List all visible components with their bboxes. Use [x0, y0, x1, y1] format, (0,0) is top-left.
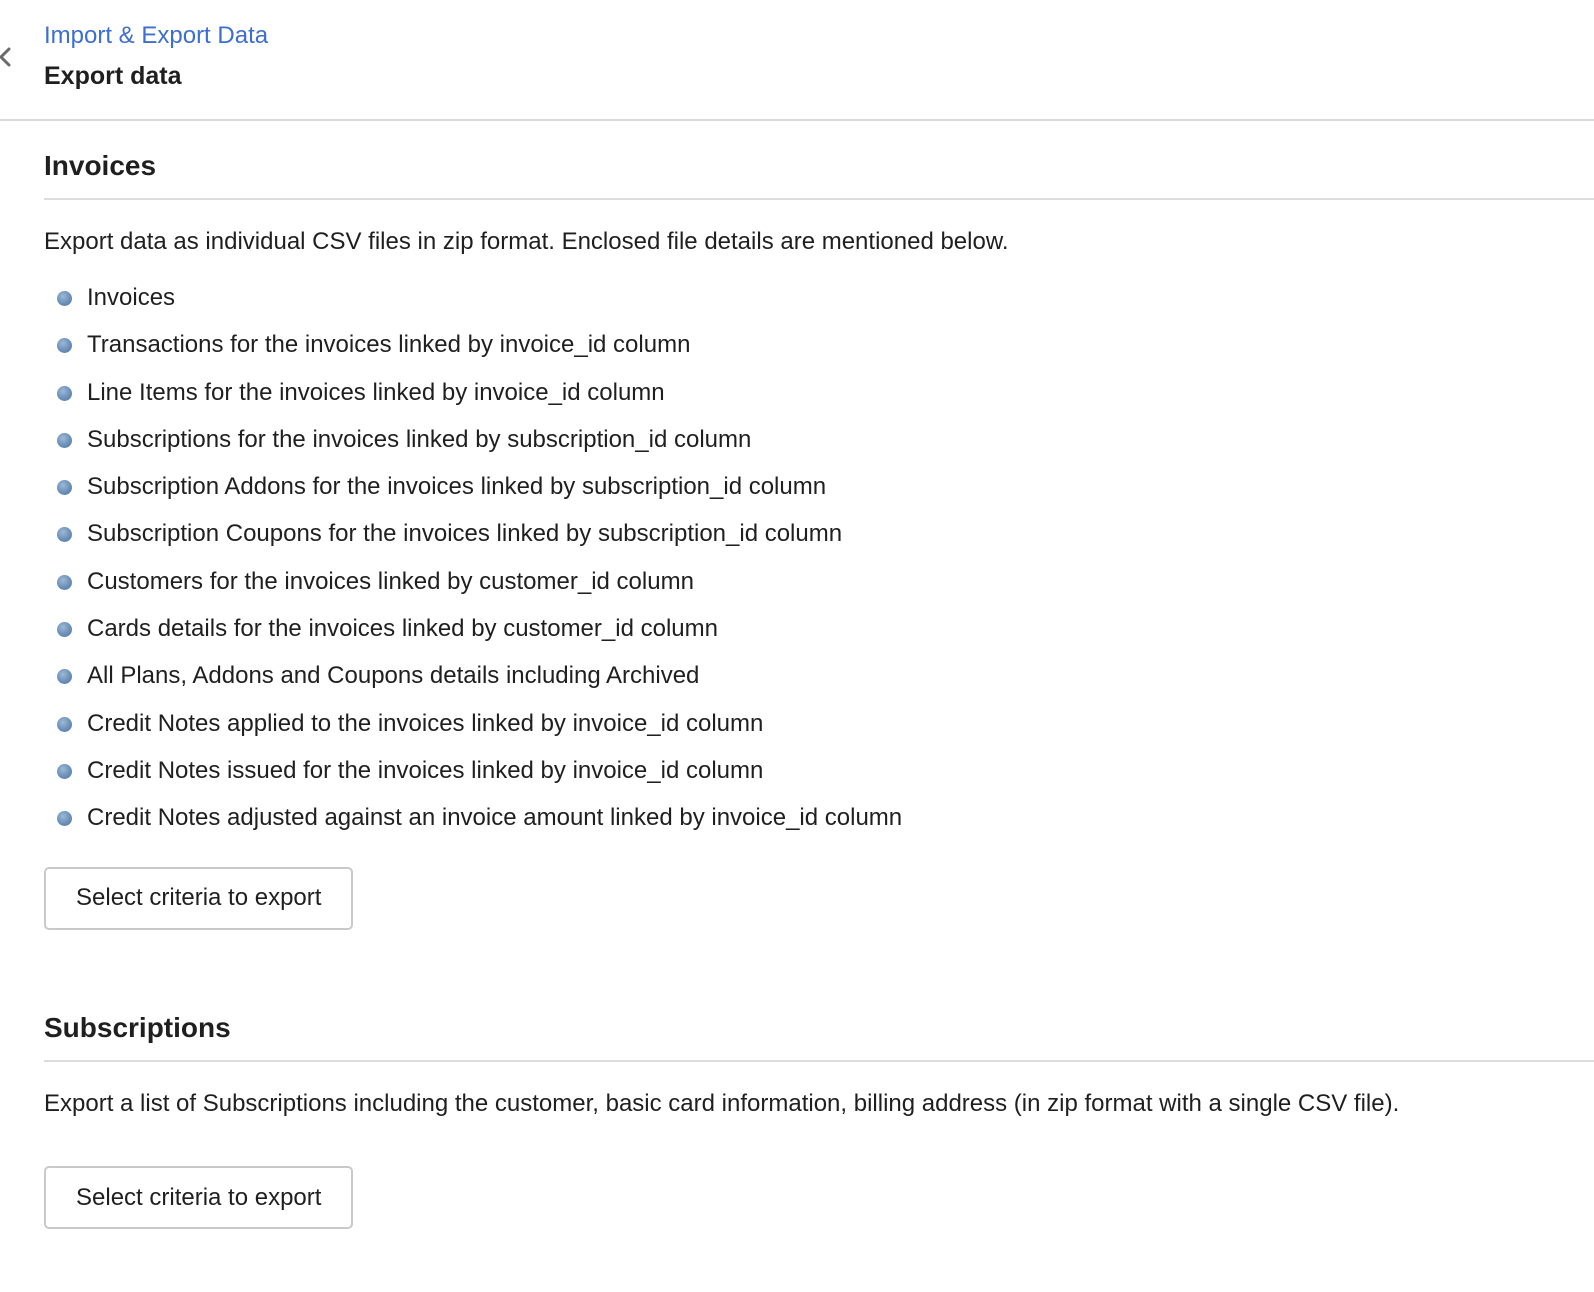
page-header: [0, 0, 1594, 121]
list-item: [44, 377, 1594, 424]
list-item: [44, 518, 1594, 565]
list-item-label: All Plans, Addons and Coupons details including Archived: [87, 662, 700, 690]
list-item-label: Customers for the invoices linked by customer_id column: [87, 567, 694, 595]
list-item: [44, 755, 1594, 802]
list-item-label: Cards details for the invoices linked by customer_id column: [87, 615, 718, 643]
bullet-icon: [57, 811, 72, 826]
invoices-file-list: [44, 282, 1594, 850]
subscriptions-section-title: Subscriptions: [44, 1012, 1594, 1062]
list-item: [44, 282, 1594, 329]
list-item: [44, 802, 1594, 849]
breadcrumb-import-export-link[interactable]: Import & Export Data: [44, 22, 269, 49]
list-item-label: Credit Notes applied to the invoices linked by invoice_id column: [87, 709, 764, 737]
list-item: [44, 613, 1594, 660]
bullet-icon: [57, 764, 72, 779]
page-title: Export data: [44, 62, 182, 90]
invoices-select-criteria-button[interactable]: Select criteria to export: [44, 867, 353, 930]
bullet-icon: [57, 433, 72, 448]
list-item-label: Subscriptions for the invoices linked by subscription_id column: [87, 425, 752, 453]
bullet-icon: [57, 622, 72, 637]
bullet-icon: [57, 480, 72, 495]
invoices-description: Export data as individual CSV files in zip format. Enclosed file details are mentioned below.: [44, 228, 1009, 255]
list-item: [44, 424, 1594, 471]
invoices-section: [44, 150, 1594, 930]
list-item-label: Subscription Coupons for the invoices linked by subscription_id column: [87, 520, 843, 548]
bullet-icon: [57, 717, 72, 732]
list-item-label: Credit Notes adjusted against an invoice amount linked by invoice_id column: [87, 804, 903, 832]
subscriptions-section: [44, 1012, 1594, 1229]
list-item: [44, 566, 1594, 613]
subscriptions-description: Export a list of Subscriptions including the customer, basic card information, billing address (in zip format with a single CSV file).: [44, 1090, 1400, 1117]
invoices-section-title: Invoices: [44, 150, 1594, 200]
list-item: [44, 471, 1594, 518]
bullet-icon: [57, 291, 72, 306]
bullet-icon: [57, 338, 72, 353]
chevron-left-icon[interactable]: [0, 46, 12, 68]
list-item-label: Credit Notes issued for the invoices linked by invoice_id column: [87, 756, 764, 784]
bullet-icon: [57, 669, 72, 684]
list-item-label: Transactions for the invoices linked by invoice_id column: [87, 331, 691, 359]
bullet-icon: [57, 386, 72, 401]
list-item-label: Line Items for the invoices linked by invoice_id column: [87, 378, 665, 406]
list-item-label: Invoices: [87, 284, 176, 311]
list-item: [44, 329, 1594, 376]
subscriptions-select-criteria-button[interactable]: Select criteria to export: [44, 1166, 353, 1229]
bullet-icon: [57, 575, 72, 590]
bullet-icon: [57, 527, 72, 542]
list-item: [44, 660, 1594, 707]
list-item-label: Subscription Addons for the invoices linked by subscription_id column: [87, 473, 827, 501]
list-item: [44, 708, 1594, 755]
